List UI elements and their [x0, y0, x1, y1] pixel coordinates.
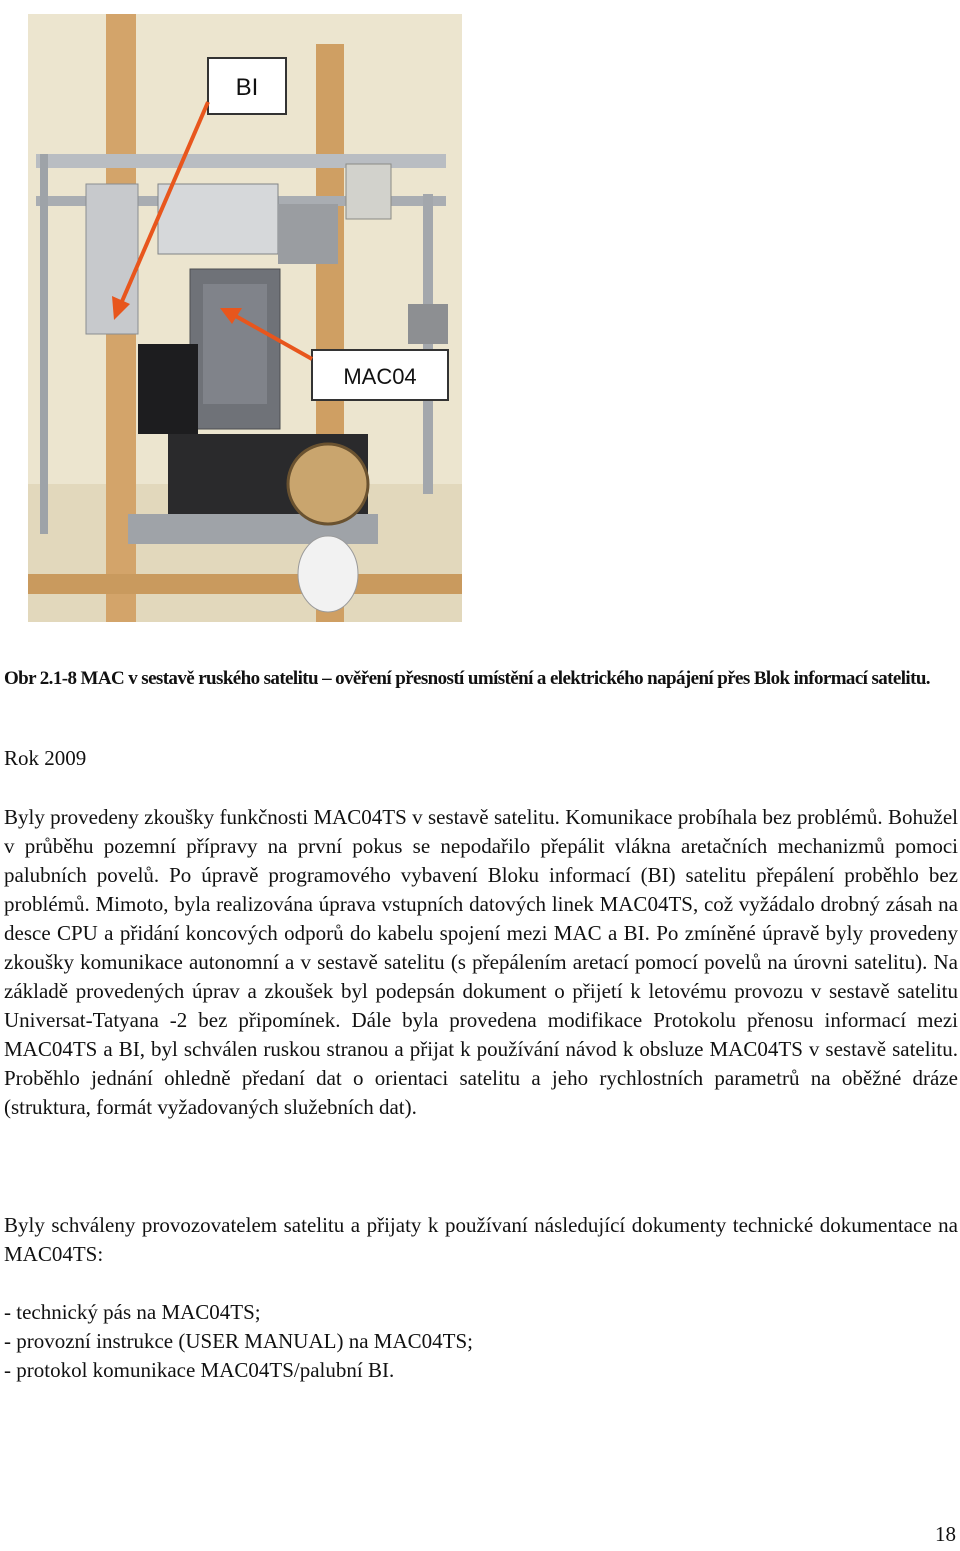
satellite-photo: [28, 14, 462, 622]
list-item: - technický pás na MAC04TS;: [4, 1300, 261, 1324]
list-item: - provozní instrukce (USER MANUAL) na MAC04TS;: [4, 1329, 473, 1353]
list-item: - protokol komunikace MAC04TS/palubní BI.: [4, 1358, 395, 1382]
document-list: [4, 1298, 473, 1385]
paragraph-approved-docs: Byly schváleny provozovatelem satelitu a přijaty k používaní následující dokumenty technické dokumentace na MAC04TS:: [4, 1213, 958, 1266]
mac-label-box: [312, 350, 448, 400]
paragraph-tests: Byly provedeny zkoušky funkčnosti MAC04TS v sestavě satelitu. Komunikace probíhala bez problémů. Bohužel v průběhu pozemní přípravy na první pokus se nepodařilo přepálit vlákna aretačních mechanizmů pomoci palubních povelů. Po úpravě programového vybavení Bloku informací (BI) satelitu přepálení proběhlo bez problémů. Mimoto, byla realizována úprava vstupních datových linek MAC04TS, což vyžádalo drobný zásah na desce CPU a přidání koncových odporů do kabelu spojení mezi MAC a BI. Po zmíněné úpravě byly provedeny zkoušky komunikace autonomní a v sestavě satelitu (s přepálením aretací pomocí povelů na úrovni satelitu). Na základě provedených úprav a zkoušek byl podepsán dokument o přijetí k letovému provozu v sestavě satelitu Universat-Tatyana -2 bez připomínek. Dále byla provedena modifikace Protokolu přenosu informací mezi MAC04TS a BI, byl schválen ruskou stranou a přijat k používání návod k obsluze MAC04TS v sestavě satelitu. Proběhlo jednání ohledně předaní dat o orientaci satelitu a jeho rychlostních parametrů na oběžné dráze (struktura, formát vyžadovaných služebních dat).: [4, 805, 958, 1119]
figure-caption: Obr 2.1-8 MAC v sestavě ruského satelitu – ověření přesností umístění a elektrického napájení přes Blok informací satelitu.: [4, 668, 930, 689]
bi-label: BI: [235, 74, 259, 101]
page-number: 18: [935, 1522, 956, 1546]
section-year: Rok 2009: [4, 746, 87, 770]
bi-label-box: [208, 58, 286, 114]
mac-label: MAC04: [343, 364, 417, 389]
